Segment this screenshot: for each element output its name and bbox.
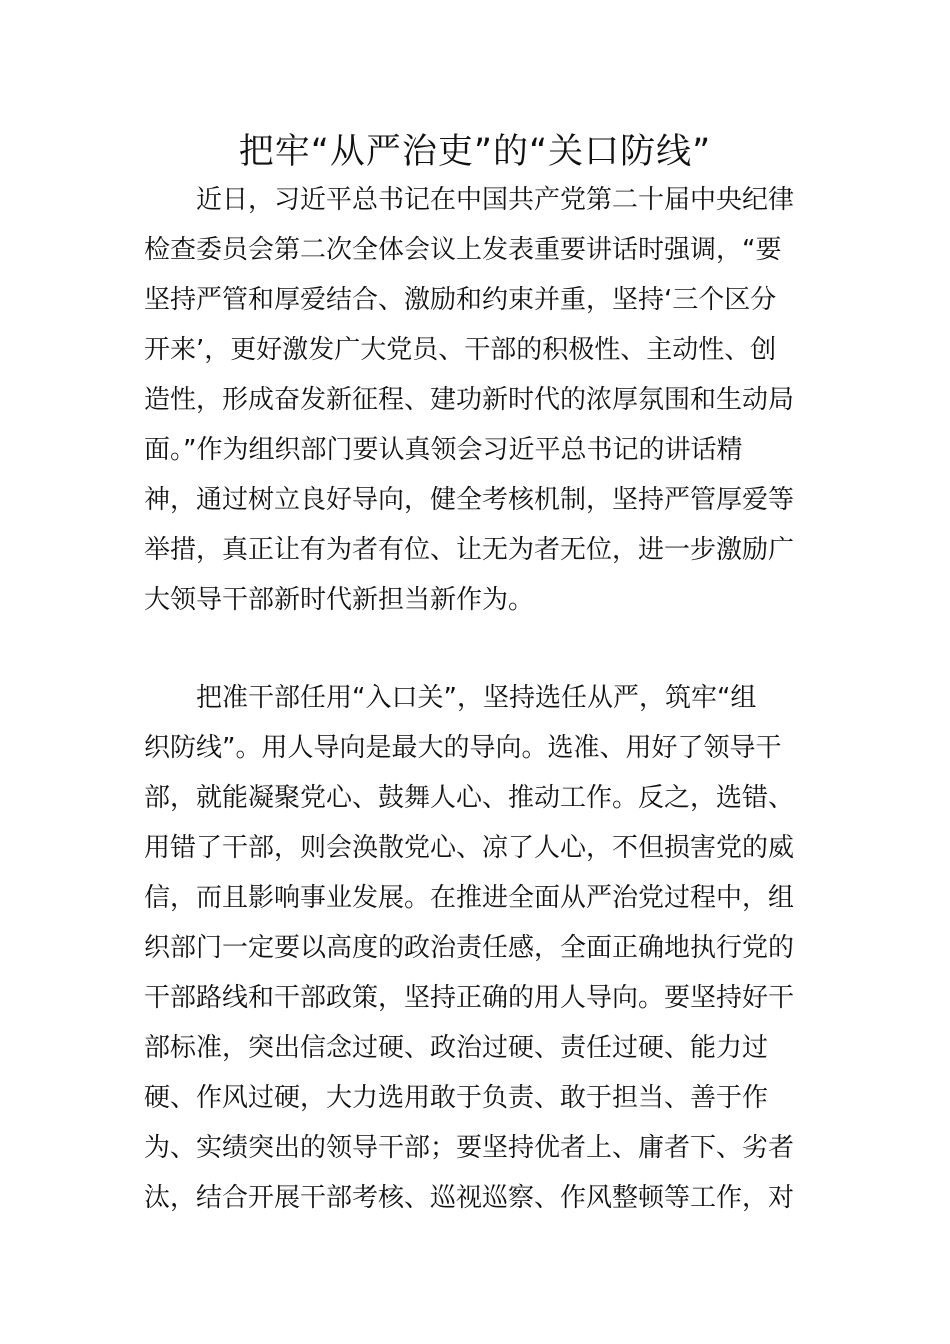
paragraph-line: 为、实绩突出的领导干部；要坚持优者上、庸者下、劣者	[144, 1133, 795, 1163]
paragraph-line: 硬、作风过硬，大力选用敢于负责、敢于担当、善于作	[144, 1083, 769, 1113]
paragraph-line: 织部门一定要以高度的政治责任感，全面正确地执行党的	[144, 933, 795, 963]
paragraph-line: 信，而且影响事业发展。在推进全面从严治党过程中，组	[144, 883, 795, 913]
paragraph-line: 检查委员会第二次全体会议上发表重要讲话时强调，“要	[144, 235, 782, 265]
paragraph-line: 干部路线和干部政策，坚持正确的用人导向。要坚持好干	[144, 983, 795, 1013]
paragraph-line: 坚持严管和厚爱结合、激励和约束并重，坚持‘三个区分	[144, 285, 777, 315]
paragraph-line: 造性，形成奋发新征程、建功新时代的浓厚氛围和生动局	[144, 385, 795, 415]
paragraph-line: 大领导干部新时代新担当新作为。	[144, 585, 535, 615]
paragraph-line: 开来’，更好激发广大党员、干部的积极性、主动性、创	[144, 335, 777, 365]
paragraph-line: 神，通过树立良好导向，健全考核机制，坚持严管厚爱等	[144, 485, 795, 515]
paragraph-line: 用错了干部，则会涣散党心、凉了人心，不但损害党的威	[144, 833, 795, 863]
paragraph-line: 举措，真正让有为者有位、让无为者无位，进一步激励广	[144, 535, 795, 565]
document-title: 把牢“从严治吏”的“关口防线”	[238, 132, 712, 172]
paragraph-line: 部标准，突出信念过硬、政治过硬、责任过硬、能力过	[144, 1033, 769, 1063]
paragraph-line: 汰，结合开展干部考核、巡视巡察、作风整顿等工作，对	[144, 1183, 795, 1213]
paragraph-intro	[144, 175, 808, 625]
paragraph-entry-gate	[144, 673, 808, 1223]
paragraph-line: 部，就能凝聚党心、鼓舞人心、推动工作。反之，选错、	[144, 783, 795, 813]
paragraph-line: 把准干部任用“入口关”，坚持选任从严，筑牢“组	[196, 683, 757, 713]
paragraph-line: 近日，习近平总书记在中国共产党第二十届中央纪律	[196, 185, 795, 215]
paragraph-line: 织防线”。用人导向是最大的导向。选准、用好了领导干	[144, 733, 782, 763]
paragraph-line: 面。”作为组织部门要认真领会习近平总书记的讲话精	[144, 435, 743, 465]
